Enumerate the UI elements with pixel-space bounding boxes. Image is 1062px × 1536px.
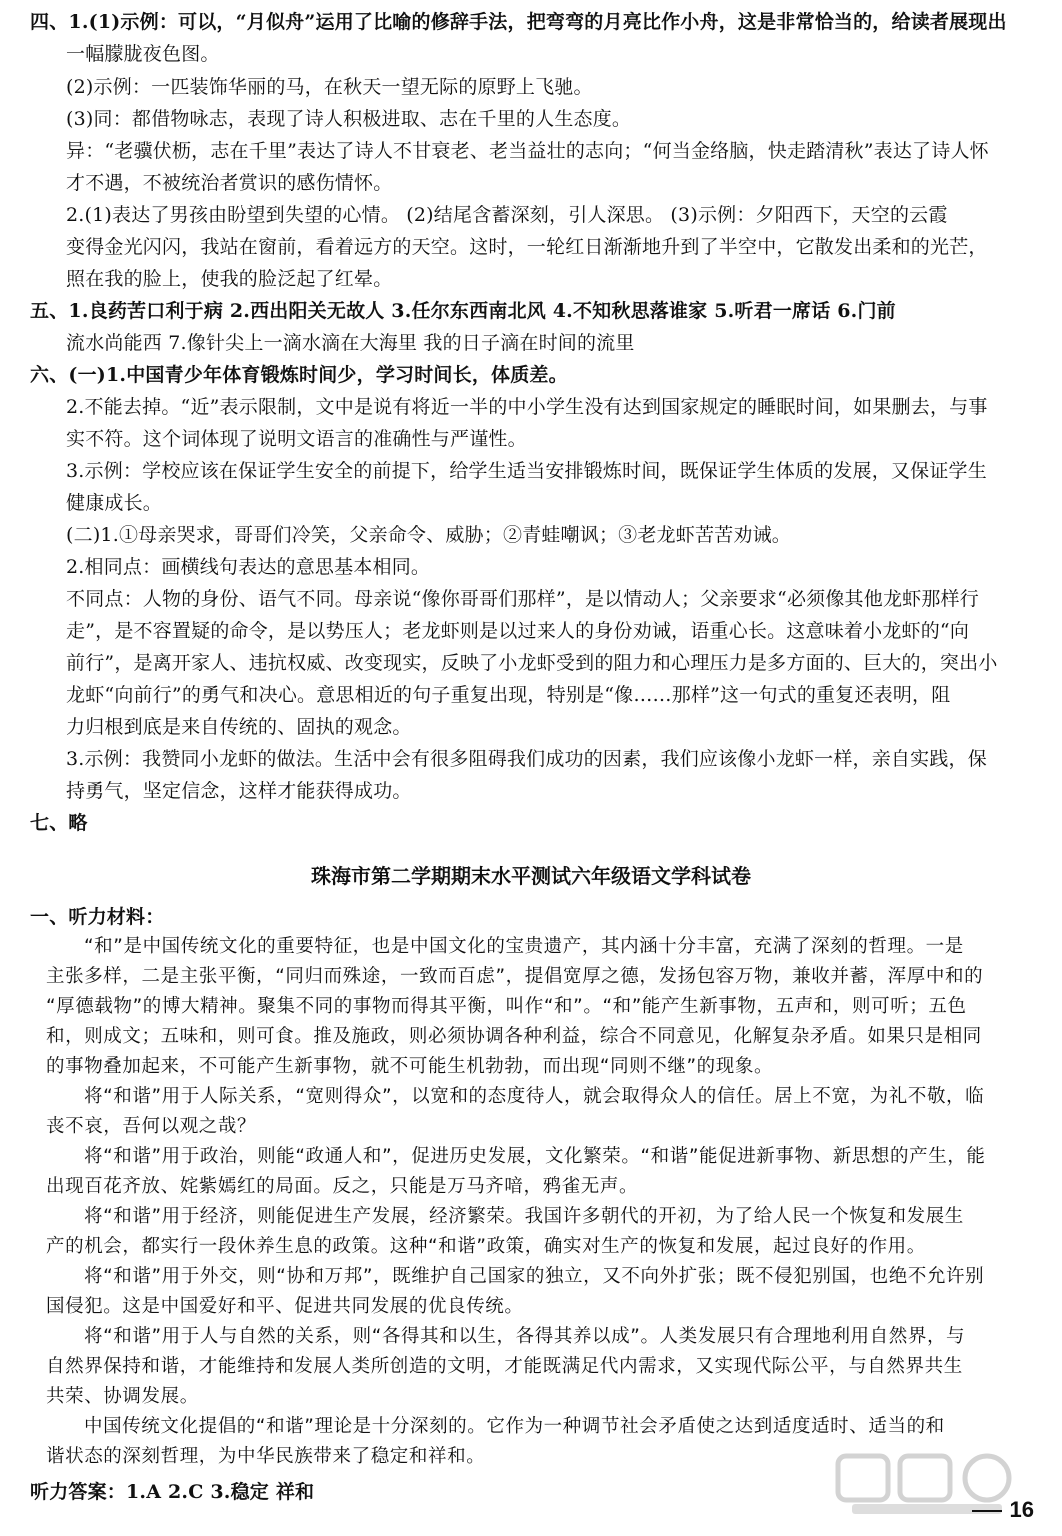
listening-answers: 听力答案：1.A 2.C 3.稳定 祥和 [30, 1481, 315, 1503]
s6-line14: 持勇气，坚定信念，这样才能获得成功。 [66, 780, 412, 802]
s6-line4: 3.示例：学校应该在保证学生安全的前提下，给学生适当安排锻炼时间，既保证学生体质的发展，又保证学生 [66, 460, 987, 482]
listening-line6: 将“和谐”用于人际关系，“宽则得众”，以宽和的态度待人，就会取得众人的信任。居上不宽，为礼不敬，临 [84, 1086, 985, 1107]
s6-line6: (二)1.①母亲哭求，哥哥们冷笑，父亲命令、威胁；②青蛙嘲讽；③老龙虾苦苦劝诫。 [66, 524, 791, 546]
listening-line3: “厚德载物”的博大精神。聚集不同的事物而得其平衡，叫作“和”。“和”能产生新事物，五声和，则可听；五色 [46, 996, 967, 1017]
s4-line3: (2)示例：一匹装饰华丽的马，在秋天一望无际的原野上飞驰。 [66, 76, 593, 98]
listening-line16: 共荣、协调发展。 [46, 1386, 199, 1407]
listening-line4: 和，则成文；五味和，则可食。推及施政，则必须协调各种利益，综合不同意见，化解复杂矛盾。如果只是相同 [46, 1026, 982, 1047]
s5-line2: 流水尚能西 7.像针尖上一滴水滴在大海里 我的日子滴在时间的流里 [66, 332, 635, 354]
listening-line2: 主张多样，二是主张平衡，“同归而殊途，一致而百虑”，提倡宽厚之德，发扬包容万物，兼收并蓄，浑厚中和的 [46, 966, 984, 987]
s5-line1: 五、1.良药苦口利于病 2.西出阳关无故人 3.任尔东西南北风 4.不知秋思落谁家 5.听君一席话 6.门前 [30, 300, 896, 322]
s4-line7: 2.(1)表达了男孩由盼望到失望的心情。 (2)结尾含蓄深刻，引人深思。 (3)示例：夕阳西下，天空的云霞 [66, 204, 948, 226]
s6-line9: 走”，是不容置疑的命令，是以势压人；老龙虾则是以过来人的身份劝诫，语重心长。这意味着小龙虾的“向 [66, 620, 970, 642]
listening-line9: 出现百花齐放、姹紫嫣红的局面。反之，只能是万马齐喑，鸦雀无声。 [46, 1176, 639, 1197]
s6-line3: 实不符。这个词体现了说明文语言的准确性与严谨性。 [66, 428, 527, 450]
s6-line13: 3.示例：我赞同小龙虾的做法。生活中会有很多阻碍我们成功的因素，我们应该像小龙虾一样，亲自实践，保 [66, 748, 987, 770]
listening-line13: 国侵犯。这是中国爱好和平、促进共同发展的优良传统。 [46, 1296, 524, 1317]
s6-line5: 健康成长。 [66, 492, 163, 514]
s4-line4: (3)同：都借物咏志，表现了诗人积极进取、志在千里的人生态度。 [66, 108, 632, 130]
listening-line17: 中国传统文化提倡的“和谐”理论是十分深刻的。它作为一种调节社会矛盾使之达到适度适时、适当的和 [84, 1416, 945, 1437]
s4-line8: 变得金光闪闪，我站在窗前，看着远方的天空。这时，一轮红日渐渐地升到了半空中，它散发出柔和的光芒， [66, 236, 988, 258]
s6-line11: 龙虾“向前行”的勇气和决心。意思相近的句子重复出现，特别是“像……那样”这一句式的重复还表明，阻 [66, 684, 951, 706]
s6-line1: 六、(一)1.中国青少年体育锻炼时间少，学习时间长，体质差。 [30, 364, 568, 386]
listening-line1: “和”是中国传统文化的重要特征，也是中国文化的宝贵遗产，其内涵十分丰富，充满了深刻的哲理。一是 [84, 936, 964, 957]
s4-line2: 一幅朦胧夜色图。 [66, 43, 220, 65]
s6-line10: 前行”，是离开家人、违抗权威、改变现实，反映了小龙虾受到的阻力和心理压力是多方面的、巨大的，突出小 [66, 652, 998, 674]
s4-line9: 照在我的脸上，使我的脸泛起了红晕。 [66, 268, 393, 290]
exam-title: 珠海市第二学期期末水平测试六年级语文学科试卷 [311, 864, 751, 888]
listening-line14: 将“和谐”用于人与自然的关系，则“各得其和以生，各得其养以成”。人类发展只有合理地利用自然界，与 [84, 1326, 966, 1347]
s6-line12: 力归根到底是来自传统的、固执的观念。 [66, 716, 412, 738]
s6-line7: 2.相同点：画横线句表达的意思基本相同。 [66, 556, 431, 578]
listening-line11: 产的机会，都实行一段休养生息的政策。这种“和谐”政策，确实对生产的恢复和发展，起过良好的作用。 [46, 1236, 926, 1257]
s7-line: 七、略 [30, 812, 88, 834]
listening-line7: 丧不哀，吾何以观之哉？ [46, 1116, 257, 1137]
listening-line15: 自然界保持和谐，才能维持和发展人类所创造的文明，才能既满足代内需求，又实现代际公平，与自然界共生 [46, 1356, 963, 1377]
page-number: 16 [1009, 1497, 1034, 1522]
s4-line5: 异：“老骥伏枥，志在千里”表达了诗人不甘衰老、老当益壮的志向；“何当金络脑，快走踏清秋”表达了诗人怀 [66, 140, 989, 162]
page-number-rule [972, 1510, 1002, 1512]
listening-heading: 一、听力材料： [30, 906, 165, 928]
listening-line10: 将“和谐”用于经济，则能促进生产发展，经济繁荣。我国许多朝代的开初，为了给人民一个恢复和发展生 [84, 1206, 964, 1227]
listening-line8: 将“和谐”用于政治，则能“政通人和”，促进历史发展，文化繁荣。“和谐”能促进新事物、新思想的产生，能 [84, 1146, 986, 1167]
s6-line2: 2.不能去掉。“近”表示限制，文中是说有将近一半的中小学生没有达到国家规定的睡眠时间，如果删去，与事 [66, 396, 988, 418]
listening-line12: 将“和谐”用于外交，则“协和万邦”，既维护自己国家的独立，又不向外扩张；既不侵犯别国，也绝不允许别 [84, 1266, 985, 1287]
s4-line6: 才不遇，不被统治者赏识的感伤情怀。 [66, 172, 393, 194]
listening-line5: 的事物叠加起来，不可能产生新事物，就不可能生机勃勃，而出现“同则不继”的现象。 [46, 1056, 774, 1077]
s6-line8: 不同点：人物的身份、语气不同。母亲说“像你哥哥们那样”，是以情动人；父亲要求“必须像其他龙虾那样行 [66, 588, 979, 610]
s4-line1: 四、1.(1)示例：可以，“月似舟”运用了比喻的修辞手法，把弯弯的月亮比作小舟，这是非常恰当的，给读者展现出 [30, 11, 1007, 33]
listening-line18: 谐状态的深刻哲理，为中华民族带来了稳定和祥和。 [46, 1446, 486, 1467]
